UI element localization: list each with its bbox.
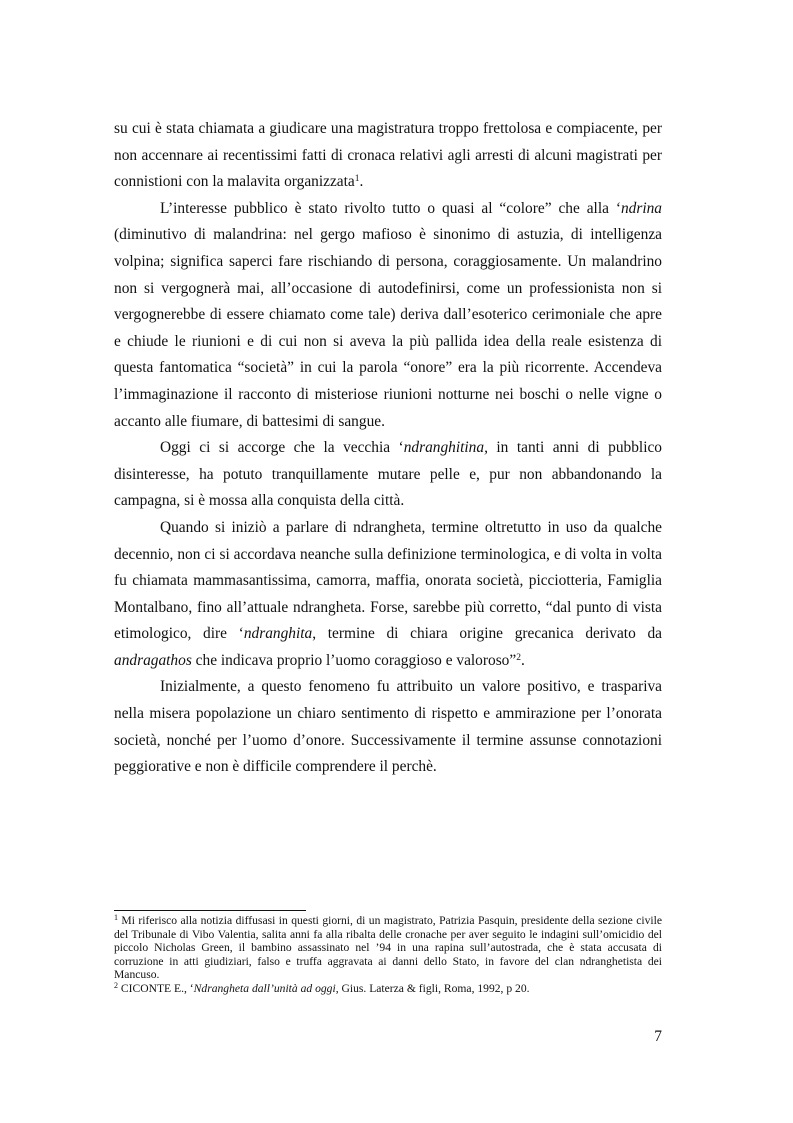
footnotes [114,914,662,996]
paragraph-4-italic-2: andragathos [114,651,192,669]
footnote-1 [114,914,662,982]
body-text [114,116,662,781]
paragraph-1-text: su cui è stata chiamata a giudicare una magistratura troppo frettolosa e compiacente, per non accennare ai recentissimi fatti di cronaca relativi agli arresti di alcuni magistrati per connistioni con la malavita organizzata [114,120,662,191]
footnote-2 [114,982,662,996]
paragraph-4-end: . [520,651,525,669]
paragraph-3-text-a: Oggi ci si accorge che la vecchia ‘ [160,439,404,457]
footnote-2-text-c: , Gius. Laterza & figli, Roma, 1992, p 20. [335,981,530,995]
footnote-1-text: Mi riferisco alla notizia diffusasi in questi giorni, di un magistrato, Patrizia Pasquin, presidente della sezione civile del Tribunale di Vibo Valentia, salita anni fa alla ribalta delle cronache per aver seguito le indagini sull’omicidio del piccolo Nicholas Green, il bambino assassinato nel ’94 in una rapina sull’autostrada, che è stata accusata di corruzione in atti giudiziari, falso e truffa aggravata ai danni dello Stato, in favore del clan ndranghetista dei Mancuso. [114,914,662,982]
paragraph-4-italic-1: ndranghita [243,625,313,643]
footnote-2-text-a: CICONTE E., ‘ [118,981,194,995]
paragraph-2-text-c: (diminutivo di malandrina: nel gergo mafioso è sinonimo di astuzia, di intelligenza volpina; significa saperci fare rischiando di persona, coraggiosamente. Un malandrino non si vergognerà mai, all’occasione di autodefinirsi, come un professionista non si vergognerebbe di essere chiamato come tale) deriva dall’esoterico cerimoniale che apre e chiude le riunioni e di cui non si aveva la più pallida idea della reale esistenza di questa fantomatica “società” in cui la parola “onore” era la più ricorrente. Accendeva l’immaginazione il racconto di misteriose riunioni notturne nei boschi o nelle vigne o accanto alle fiumare, di battesimi di sangue. [114,226,662,430]
paragraph-3-text-c: in tanti anni di pubblico disinteresse, ha potuto tranquillamente mutare pelle e, pur non abbandonando la campagna, si è mossa alla conquista della città. [114,439,662,510]
paragraph-2-italic: ndrina [620,199,662,217]
page-number: 7 [654,1028,662,1045]
footnote-ref-1[interactable]: 1 [354,174,360,185]
footnote-1-marker: 1 [114,913,118,922]
footnote-2-marker: 2 [114,980,118,990]
footnote-ref-2[interactable]: 2 [516,652,521,663]
paragraph-2 [114,196,662,435]
paragraph-1 [114,116,662,196]
footnote-2-italic: Ndrangheta dall’unità ad oggi [193,981,336,995]
paragraph-4-text-e: che indicava proprio l’uomo coraggioso e valoroso” [191,651,517,669]
paragraph-1-end: . [359,173,364,191]
paragraph-5 [114,674,662,780]
paragraph-3-italic: ndranghitina, [403,439,488,457]
paragraph-5-text: Inizialmente, a questo fenomeno fu attribuito un valore positivo, e traspariva nella misera popolazione un chiaro sentimento di rispetto e ammirazione per l’onorata società, nonché per l’uomo d’onore. Successivamente il termine assunse connotazioni peggiorative e non è difficile comprendere il perchè. [114,678,662,776]
footnote-separator [114,910,306,911]
paragraph-3 [114,435,662,515]
paragraph-4-text-c: , termine di chiara origine grecanica derivato da [312,625,662,643]
paragraph-4 [114,515,662,675]
paragraph-4-text-a: Quando si iniziò a parlare di ndrangheta, termine oltretutto in uso da qualche decennio, non ci si accordava neanche sulla definizione terminologica, e di volta in volta fu chiamata mammasantissima, camorra, maffia, onorata società, picciotteria, Famiglia Montalbano, fino all’attuale ndrangheta. Forse, sarebbe più corretto, “dal punto di vista etimologico, dire ‘ [114,518,662,643]
paragraph-2-text-a: L’interesse pubblico è stato rivolto tutto o quasi al “colore” che alla ‘ [160,199,621,217]
